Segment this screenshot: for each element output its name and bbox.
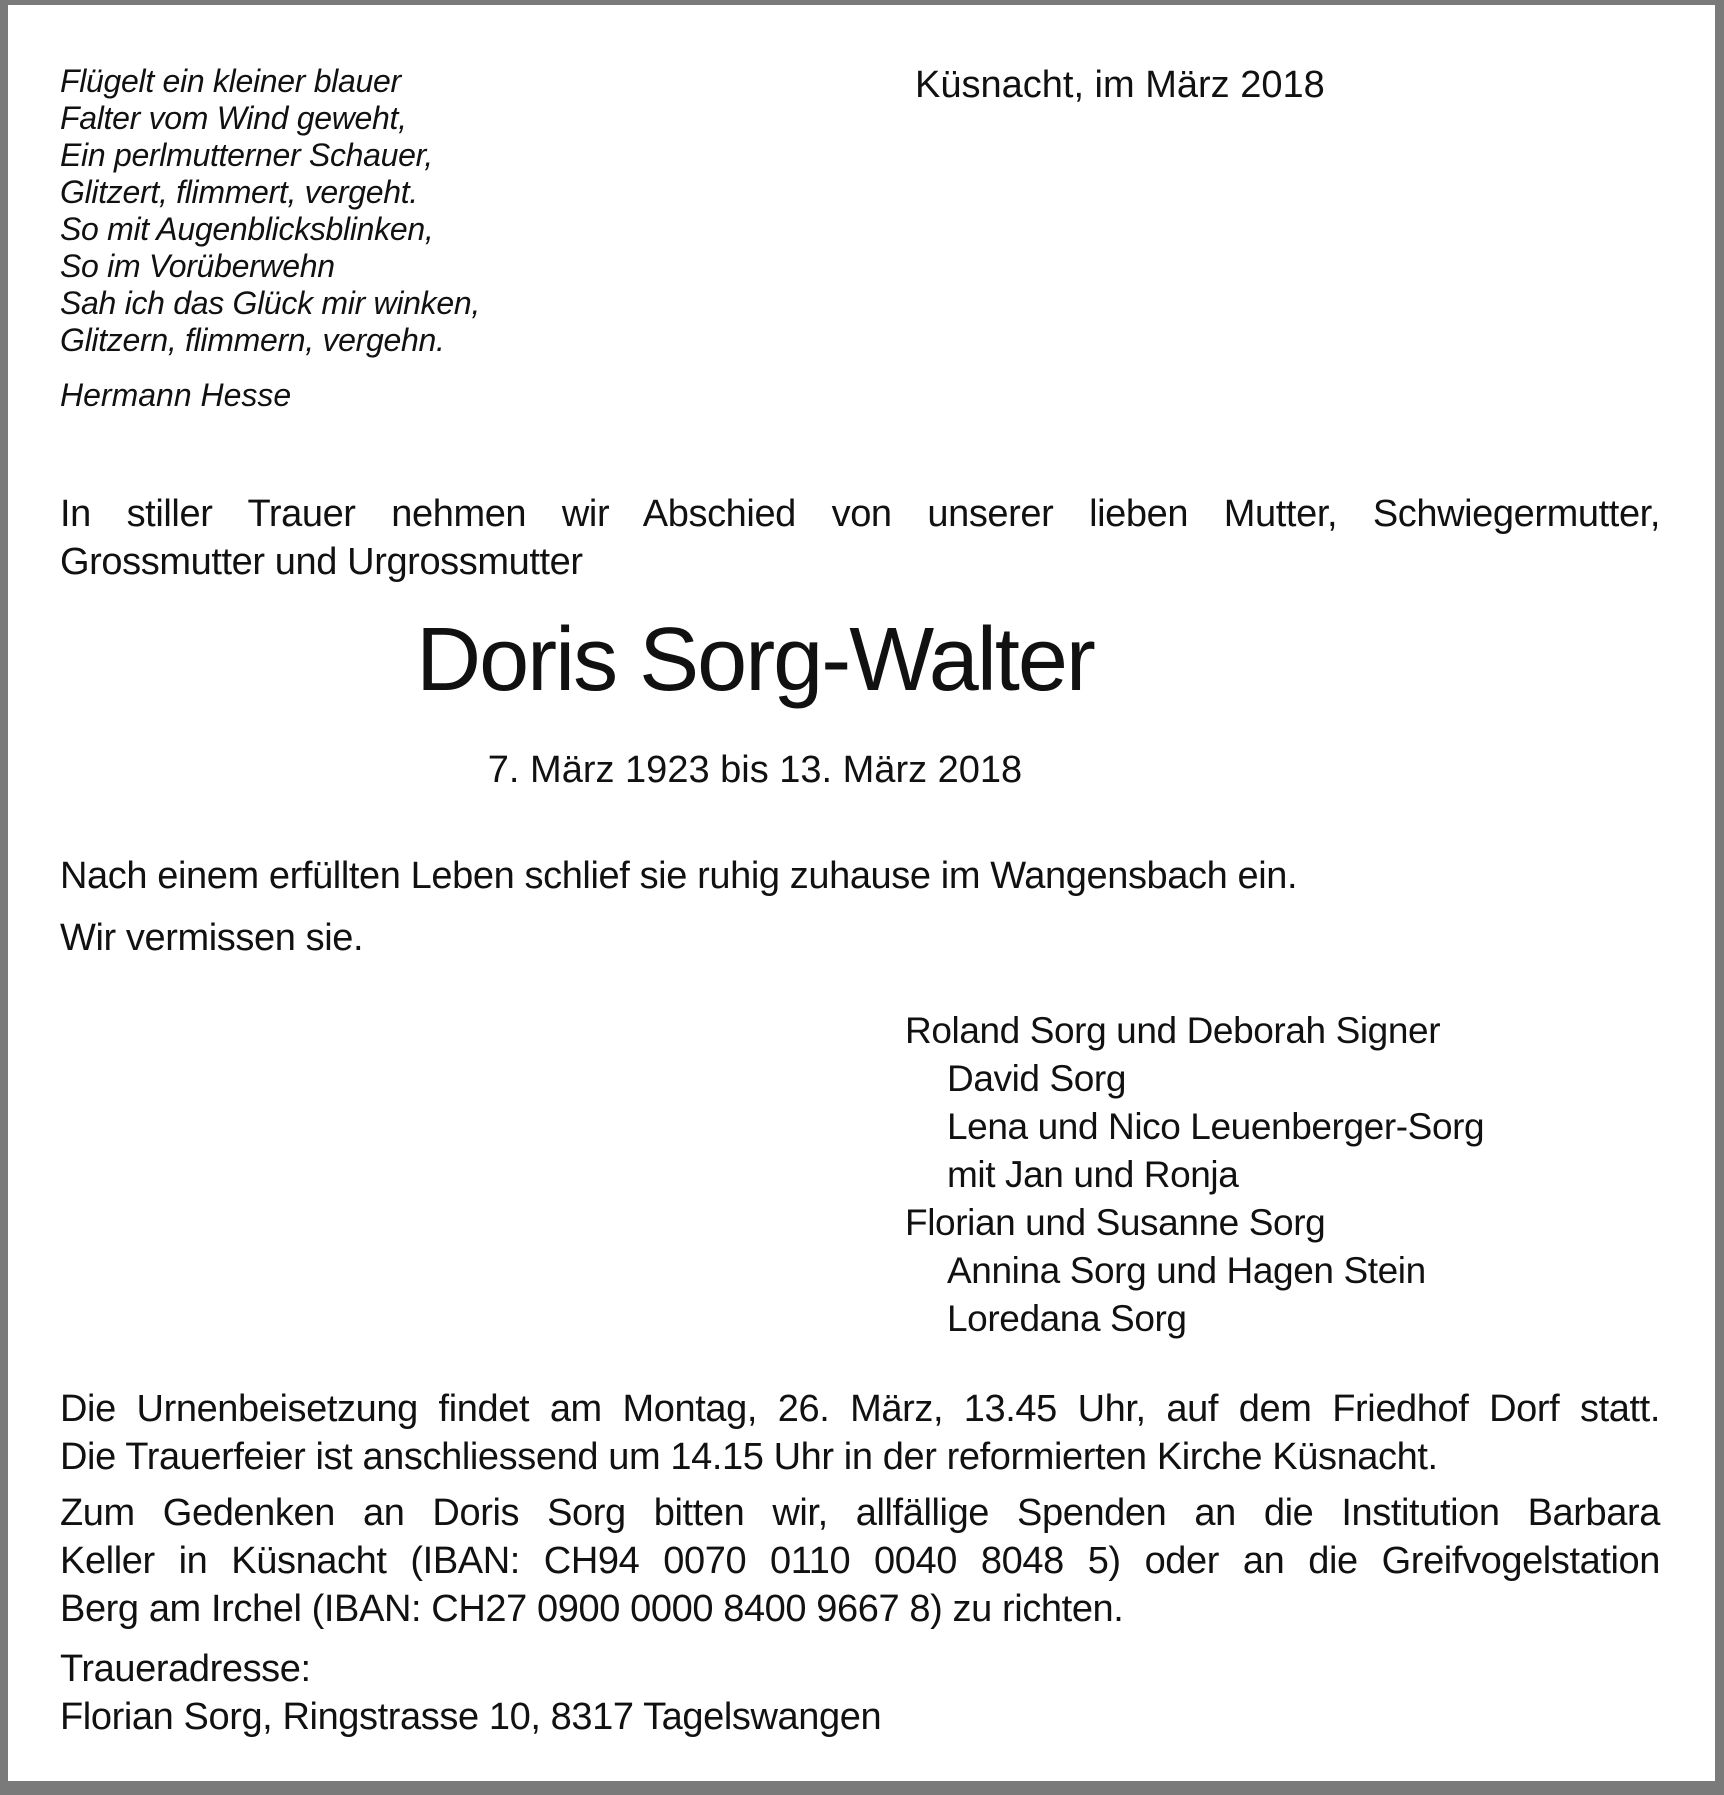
family-line: Loredana Sorg <box>947 1298 1187 1339</box>
poem-line: Glitzern, flimmern, vergehn. <box>60 322 445 358</box>
poem-line: Ein perlmutterner Schauer, <box>60 137 433 173</box>
poem-line: Glitzert, flimmert, vergeht. <box>60 174 418 210</box>
poem-line: So mit Augenblicksblinken, <box>60 211 434 247</box>
donation-paragraph <box>60 1489 1660 1633</box>
family-line: mit Jan und Ronja <box>947 1154 1239 1195</box>
family-line: Florian und Susanne Sorg <box>905 1202 1326 1243</box>
donation-line: Berg am Irchel (IBAN: CH27 0900 0000 8400 9667 8) zu richten. <box>60 1588 1124 1630</box>
page-title-deceased-name: Doris Sorg-Walter <box>416 610 1094 710</box>
service-line: Die Urnenbeisetzung findet am Montag, 26. März, 13.45 Uhr, auf dem Friedhof Dorf statt. <box>60 1388 1660 1430</box>
family-line: Roland Sorg und Deborah Signer <box>905 1010 1441 1051</box>
life-dates: 7. März 1923 bis 13. März 2018 <box>487 749 1023 791</box>
mourning-address: Florian Sorg, Ringstrasse 10, 8317 Tagelswangen <box>60 1696 882 1738</box>
family-block <box>905 1007 1660 1343</box>
deceased-block <box>60 610 1450 794</box>
obituary-content <box>60 63 1660 1741</box>
message-line-2: Wir vermissen sie. <box>60 917 364 959</box>
poem-attribution: Hermann Hesse <box>60 377 292 413</box>
mourning-address-label: Traueradresse: <box>60 1648 311 1690</box>
poem-line: Falter vom Wind geweht, <box>60 100 407 136</box>
intro-line: Grossmutter und Urgrossmutter <box>60 541 583 583</box>
service-paragraph <box>60 1385 1660 1481</box>
service-line: Die Trauerfeier ist anschliessend um 14.15 Uhr in der reformierten Kirche Küsnacht. <box>60 1436 1438 1478</box>
location-date: Küsnacht, im März 2018 <box>915 64 1325 106</box>
family-line: Annina Sorg und Hagen Stein <box>947 1250 1426 1291</box>
poem <box>60 63 1660 359</box>
poem-line: So im Vorüberwehn <box>60 248 335 284</box>
intro-paragraph <box>60 490 1660 586</box>
poem-line: Sah ich das Glück mir winken, <box>60 285 480 321</box>
donation-line: Zum Gedenken an Doris Sorg bitten wir, allfällige Spenden an die Institution Barbara <box>60 1492 1660 1534</box>
header-row <box>60 63 1660 414</box>
family-line: Lena und Nico Leuenberger-Sorg <box>947 1106 1485 1147</box>
message-line-1: Nach einem erfüllten Leben schlief sie ruhig zuhause im Wangensbach ein. <box>60 855 1298 897</box>
family-line: David Sorg <box>947 1058 1127 1099</box>
poem-line: Flügelt ein kleiner blauer <box>60 63 401 99</box>
donation-line: Keller in Küsnacht (IBAN: CH94 0070 0110 0040 8048 5) oder an die Greifvogelstation <box>60 1540 1660 1582</box>
intro-line: In stiller Trauer nehmen wir Abschied von unserer lieben Mutter, Schwiegermutter, <box>60 493 1660 535</box>
